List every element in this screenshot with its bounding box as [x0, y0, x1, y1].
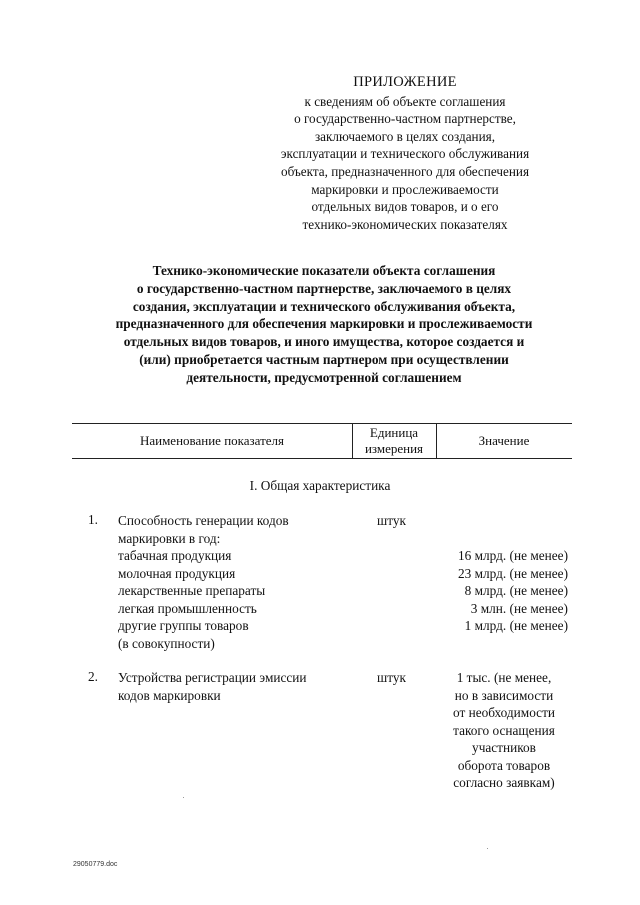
appendix-line: заключаемого в целях создания,: [314, 128, 496, 144]
appendix-line: о государственно-частном партнерстве,: [294, 111, 516, 127]
appendix-line: к сведениям об объекте соглашения: [304, 93, 506, 109]
title-line: деятельности, предусмотренной соглашением: [186, 369, 462, 385]
row-name-line: другие группы товаров: [118, 618, 249, 633]
row-value-line: 1 млрд. (не менее): [464, 618, 568, 633]
appendix-line: отдельных видов товаров, и о его: [311, 199, 499, 215]
scan-speck: [183, 797, 184, 798]
header-top-rule: [72, 423, 572, 424]
row-value: [436, 669, 572, 792]
row-name-line: лекарственные препараты: [118, 583, 266, 598]
row-value-line: 16 млрд. (не менее): [458, 548, 568, 563]
row-name: [118, 512, 358, 652]
row-unit: штук: [377, 513, 406, 528]
appendix-line: маркировки и прослеживаемости: [311, 181, 499, 197]
header-unit-line2: измерения: [364, 441, 424, 456]
header-value: Значение: [478, 433, 530, 448]
row-name-line: кодов маркировки: [118, 687, 221, 703]
row-value-line: от необходимости: [452, 705, 556, 720]
scan-speck: [487, 848, 488, 849]
row-name-line: легкая промышленность: [118, 600, 257, 616]
row-value-line: [420, 512, 568, 530]
row-value-line: такого оснащения: [453, 722, 555, 738]
row-name: [118, 669, 368, 704]
appendix-header: [240, 74, 570, 233]
title-line: (или) приобретается частным партнером при осуществлении: [139, 351, 509, 367]
row-name-line: (в совокупности): [118, 635, 215, 651]
title-line: Технико-экономические показатели объекта соглашения: [152, 263, 496, 278]
header-bottom-rule: [72, 458, 572, 459]
row-value-line: оборота товаров: [457, 757, 551, 773]
title-line: создания, эксплуатации и технического обслуживания объекта,: [132, 298, 516, 314]
row-name-line: маркировки в год:: [118, 530, 221, 546]
row-unit: штук: [377, 670, 406, 685]
footer-filename: 29050779.doc: [73, 861, 118, 868]
section-title: I. Общая характеристика: [249, 478, 391, 493]
appendix-line: объекта, предназначенного для обеспечения: [280, 163, 530, 179]
row-value-line: участников: [472, 740, 536, 755]
row-value: [420, 512, 568, 635]
title-line: предназначенного для обеспечения маркировки и прослеживаемости: [115, 316, 533, 332]
row-value-line: но в зависимости: [454, 687, 554, 703]
row-name-line: Устройства регистрации эмиссии: [118, 670, 307, 685]
row-number: 2.: [88, 669, 98, 684]
row-value-line: [420, 530, 568, 548]
row-number: 1.: [88, 512, 98, 527]
appendix-line: технико-экономических показателях: [302, 216, 508, 232]
row-value-line: 8 млрд. (не менее): [464, 583, 568, 598]
row-value-line: 3 млн. (не менее): [470, 600, 568, 616]
title-line: отдельных видов товаров, и иного имущества, которое создается и: [123, 334, 525, 350]
appendix-line: эксплуатации и технического обслуживания: [280, 146, 530, 162]
row-value-line: согласно заявкам): [453, 775, 555, 790]
appendix-heading: ПРИЛОЖЕНИЕ: [353, 74, 457, 90]
row-value-line: 1 тыс. (не менее,: [456, 670, 552, 685]
header-unit-line1: Единица: [369, 425, 419, 440]
row-value-line: 23 млрд. (не менее): [458, 565, 568, 581]
row-name-line: Способность генерации кодов: [118, 513, 289, 528]
row-name-line: молочная продукция: [118, 565, 236, 581]
document-title: [70, 262, 578, 387]
title-line: о государственно-частном партнерстве, заключаемого в целях: [136, 280, 512, 296]
row-name-line: табачная продукция: [118, 548, 232, 563]
header-name: Наименование показателя: [139, 433, 285, 448]
